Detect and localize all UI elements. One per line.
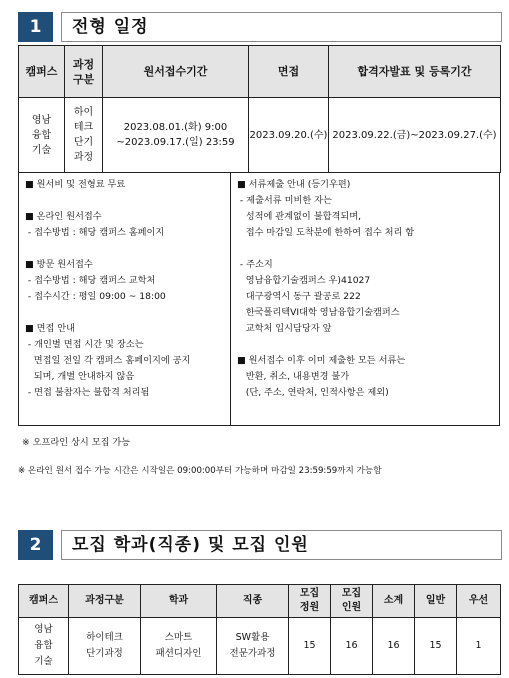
header-course: 과정구분	[69, 585, 141, 618]
application-period-cell: 2023.08.01.(화) 9:00 ~2023.09.17.(일) 23:59	[103, 98, 249, 173]
info-line: ■ 원서비 및 전형료 무료	[25, 179, 126, 190]
header-quota: 모집 정원	[289, 585, 331, 618]
recruit-header-row	[19, 585, 501, 618]
header-course: 과정 구분	[65, 46, 103, 98]
section-1-header	[18, 12, 502, 42]
schedule-data-row	[19, 98, 501, 173]
info-line	[237, 337, 499, 353]
recruitment-table	[18, 584, 501, 675]
header-department: 학과	[141, 585, 217, 618]
info-line: - 개인별 면접 시간 및 장소는	[25, 339, 144, 350]
schedule-header-row	[19, 46, 501, 98]
quota-cell: 15	[289, 618, 331, 675]
info-box-left	[18, 173, 231, 426]
info-line: ■ 서류제출 안내 (등기우편)	[237, 179, 351, 190]
header-occupation: 직종	[217, 585, 289, 618]
section-title: 모집 학과(직종) 및 모집 인원	[61, 530, 502, 560]
info-line: 영남융합기술캠퍼스 우)41027	[237, 275, 371, 286]
info-line	[237, 241, 499, 257]
header-priority: 우선	[457, 585, 501, 618]
schedule-table	[18, 45, 501, 173]
interview-date-cell: 2023.09.20.(수)	[249, 98, 329, 173]
info-line: - 제출서류 미비한 자는	[237, 195, 332, 206]
section-number: 2	[18, 530, 53, 560]
online-note: ※ 온라인 원서 접수 가능 시간은 시작일은 09:00:00부터 가능하며 마감일 23:59:59까지 가능함	[18, 466, 382, 476]
info-line: - 주소지	[237, 259, 273, 270]
info-line: - 접수방법 : 해당 캠퍼스 홈페이지	[25, 227, 165, 238]
header-application-period: 원서접수기간	[103, 46, 249, 98]
subtotal-cell: 16	[373, 618, 415, 675]
result-period-cell: 2023.09.22.(금)~2023.09.27.(수)	[329, 98, 501, 173]
section-2-header	[18, 530, 502, 560]
recruit-count-cell: 16	[331, 618, 373, 675]
info-line	[25, 241, 230, 257]
department-cell: 스마트 패션디자인	[141, 618, 217, 675]
info-line: - 접수방법 : 해당 캠퍼스 교학처	[25, 275, 156, 286]
info-line: 접수 마감일 도착분에 한하여 접수 처리 함	[237, 227, 415, 238]
info-line: ■ 방문 원서접수	[25, 259, 93, 270]
info-line: 대구광역시 동구 괄공로 222	[237, 291, 361, 302]
occupation-cell: SW활용 전문가과정	[217, 618, 289, 675]
campus-cell: 영남 융합 기술	[19, 618, 69, 675]
priority-cell: 1	[457, 618, 501, 675]
info-line: - 면접 불참자는 불합격 처리됨	[25, 387, 150, 398]
general-cell: 15	[415, 618, 457, 675]
info-line: (단, 주소, 연락처, 인적사항은 제외)	[237, 387, 389, 398]
info-line: 한국폴리텍VI대학 영남융합기술캠퍼스	[237, 307, 400, 318]
recruit-data-row	[19, 618, 501, 675]
info-line: 되며, 개별 안내하지 않음	[25, 371, 135, 382]
header-recruit-count: 모집 인원	[331, 585, 373, 618]
info-line: ■ 면접 안내	[25, 323, 76, 334]
info-line: 반환, 취소, 내용변경 불가	[237, 371, 350, 382]
info-line: ■ 원서접수 이후 이미 제출한 모든 서류는	[237, 355, 406, 366]
info-line: 면접일 전일 각 캠퍼스 홈페이지에 공지	[25, 355, 191, 366]
info-line: 성적에 관계없이 불합격되며,	[237, 211, 362, 222]
info-line	[25, 305, 230, 321]
header-campus: 캠퍼스	[19, 585, 69, 618]
header-campus: 캠퍼스	[19, 46, 65, 98]
info-line	[25, 193, 230, 209]
info-line: ■ 온라인 원서접수	[25, 211, 102, 222]
offline-note: ※ 오프라인 상시 모집 가능	[22, 437, 131, 448]
section-title: 전형 일정	[61, 12, 502, 42]
header-general: 일반	[415, 585, 457, 618]
info-box-right	[231, 173, 500, 426]
course-cell: 하이테크 단기과정	[69, 618, 141, 675]
header-result-period: 합격자발표 및 등록기간	[329, 46, 501, 98]
course-cell: 하이 테크 단기 과정	[65, 98, 103, 173]
header-interview: 면접	[249, 46, 329, 98]
info-line: 교학처 입시담당자 앞	[237, 323, 332, 334]
section-number: 1	[18, 12, 53, 42]
campus-cell: 영남 융합 기술	[19, 98, 65, 173]
info-line: - 접수시간 : 평일 09:00 ~ 18:00	[25, 291, 166, 302]
header-subtotal: 소계	[373, 585, 415, 618]
